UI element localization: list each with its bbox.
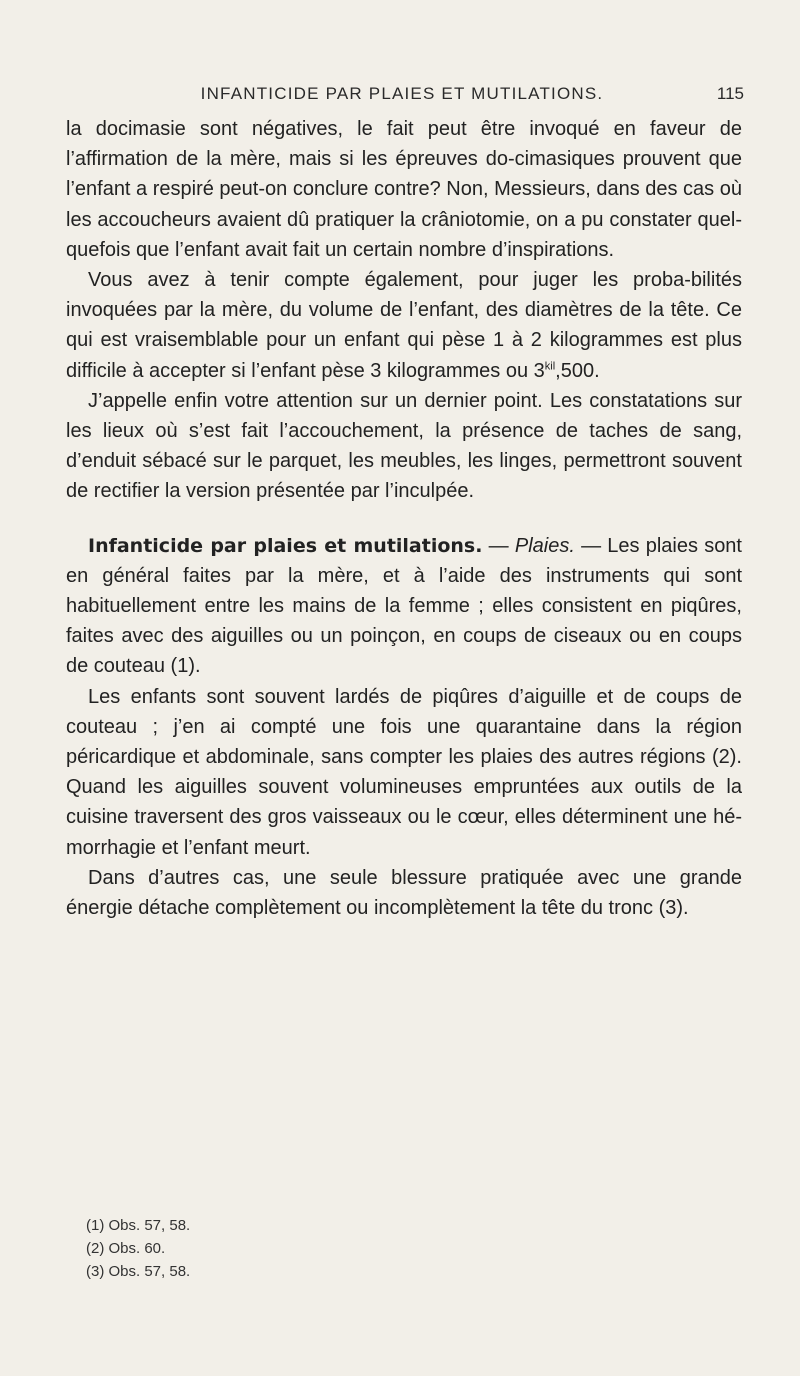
running-title: INFANTICIDE PAR PLAIES ET MUTILATIONS.: [200, 84, 604, 103]
body-text: [66, 114, 742, 923]
paragraph-volume: [66, 265, 742, 386]
paragraph-continued: la docimasie sont négatives, le fait peut être invoqué en faveur de l’affirmation de la mère, mais si les épreuves do-cimasiques prouvent que l’enfant a respiré peut-on conclure contre? Non, Messieurs, dans des cas où les accoucheurs avaient dû pratiquer la crâniotomie, on a pu constater quel-quefois que l’enfant avait fait un certain nombre d’inspirations.: [66, 118, 742, 261]
page-number: 115: [716, 84, 744, 103]
paragraph-volume-text: Vous avez à tenir compte également, pour juger les proba-bilités invoquées par la mère, du volume de l’enfant, des diamètres de la tête. Ce qui est vraisemblable pour un enfant qui pèse 1 à 2 kilogrammes est plus difficile à accepter si l’enfant pèse 3 kilogrammes ou 3: [66, 269, 742, 382]
paragraph-piqures: Les enfants sont souvent lardés de piqûres d’aiguille et de coups de couteau ; j’en ai compté une fois une quarantaine dans la région péricardique et abdominale, sans compter les plaies des autres régions (2). Quand les aiguilles souvent volumineuses empruntées aux outils de la cuisine traversent des gros vaisseaux ou le cœur, elles déterminent une hé-morrhagie et l’enfant meurt.: [66, 685, 742, 859]
unit-superscript: kil: [544, 359, 556, 372]
paragraph-constatations: J’appelle enfin votre attention sur un dernier point. Les constatations sur les lieux où s’est fait l’accouchement, la présence de taches de sang, d’enduit sébacé sur le parquet, les meubles, les linges, permettront souvent de rectifier la version présentée par l’inculpée.: [66, 389, 742, 503]
footnotes: [86, 1214, 190, 1283]
section-text: — Les plaies sont en général faites par la mère, et à l’aide des instruments qui sont habituellement entre les mains de la femme ; elles consistent en piqûres, faites avec des aiguilles ou un poinçon, en coups de ciseaux ou en coups de couteau (1).: [66, 534, 742, 678]
paragraph-volume-end: ,500.: [555, 359, 600, 382]
section-paragraph: [66, 531, 742, 682]
section-subheading: Plaies.: [514, 534, 575, 557]
footnote-2: (2) Obs. 60.: [86, 1240, 166, 1257]
section-dash: —: [482, 534, 515, 557]
running-header: [60, 84, 744, 110]
footnote-1: (1) Obs. 57, 58.: [86, 1217, 191, 1234]
paragraph-blessure: Dans d’autres cas, une seule blessure pratiquée avec une grande énergie détache complètement ou incomplètement la tête du tronc (3).: [66, 866, 742, 920]
footnote-3: (3) Obs. 57, 58.: [86, 1263, 191, 1280]
section-heading: Infanticide par plaies et mutilations.: [88, 534, 483, 557]
